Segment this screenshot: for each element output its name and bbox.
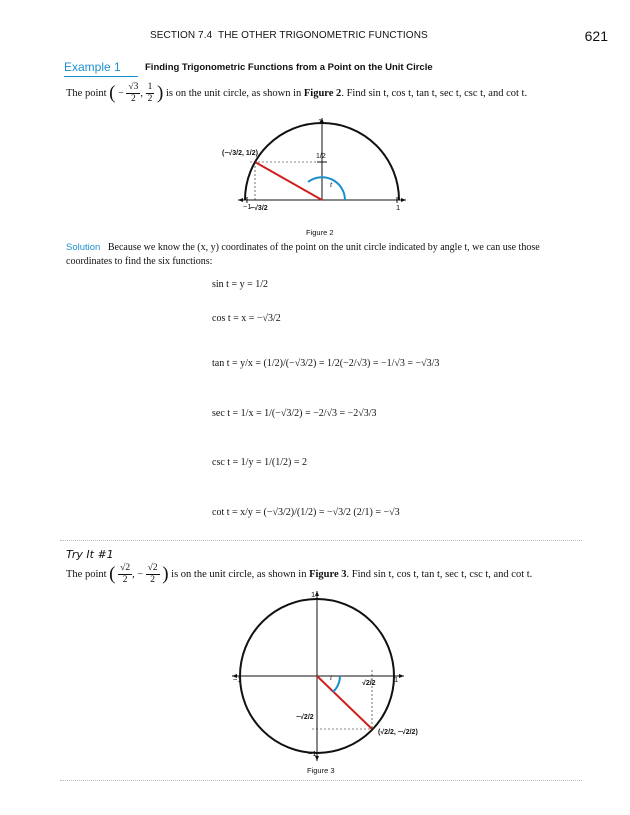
fig3-label-left: −1 — [233, 675, 242, 684]
divider-bottom — [60, 780, 582, 781]
fig3-label-top: 1 — [311, 590, 316, 599]
figure-3-diagram — [228, 590, 408, 762]
equation-csc: csc t = 1/y = 1/(1/2) = 2 — [212, 457, 307, 468]
fig2-label-x: −√3/2 — [250, 205, 268, 212]
figure-2-caption: Figure 2 — [306, 228, 334, 237]
fig2-label-t: t — [330, 180, 333, 189]
tryit-label: Try It #1 — [66, 548, 114, 561]
fig3-label-right: 1 — [394, 675, 399, 684]
fig3-label-point: (√2/2, −√2/2) — [378, 729, 418, 736]
section-title: THE OTHER TRIGONOMETRIC FUNCTIONS — [218, 30, 428, 41]
fig2-label-half: 1/2 — [316, 153, 326, 160]
figure-3-caption: Figure 3 — [307, 766, 335, 775]
example-statement: The point ( − $\frac{√3}{2}$ , $\frac{1}{2}$ ) is on the unit circle, as shown in Figure 2. Find sin t, cos t, tan t, sec t, csc t, and cot t. — [66, 82, 528, 104]
tryit-statement: The point ( $\frac{√2}{2}$ , − $\frac{√2}{2}$ ) is on the unit circle, as shown in Figure 3. Find sin t, cos t, tan t, sec t, csc t, and cot t. — [66, 563, 533, 585]
running-header — [150, 30, 428, 41]
figure-2-link[interactable]: Figure 2 — [303, 87, 342, 99]
equation-sin: sin t = y = 1/2 — [212, 279, 269, 290]
angle-arc — [333, 676, 340, 692]
fig3-label-x: √2/2 — [362, 680, 376, 687]
fig3-label-y: −√2/2 — [296, 714, 314, 721]
terminal-ray — [255, 162, 322, 200]
solution-label: Solution — [66, 242, 101, 253]
section-number: SECTION 7.4 — [150, 30, 213, 41]
fig2-label-right: 1 — [396, 203, 401, 212]
figure-3-link[interactable]: Figure 3 — [309, 568, 347, 580]
equation-sec: sec t = 1/x = 1/(−√3/2) = −2/√3 = −2√3/3 — [212, 408, 377, 419]
example-label: Example 1 — [64, 60, 138, 77]
angle-arc — [308, 177, 345, 200]
example-title: Finding Trigonometric Functions from a Point on the Unit Circle — [145, 62, 433, 73]
solution-text: Solution Because we know the (x, y) coordinates of the point on the unit circle indicated by angle t, we can use those coordinates to find the six functions: — [66, 242, 540, 267]
page-number: 621 — [584, 28, 608, 44]
fig2-label-point: (−√3/2, 1/2) — [222, 150, 258, 157]
divider — [60, 540, 582, 541]
equation-cos: cos t = x = −√3/2 — [212, 313, 281, 324]
fig2-label-left: −1 — [243, 202, 252, 211]
fig3-label-t: t — [330, 673, 333, 682]
equation-cot: cot t = x/y = (−√3/2)/(1/2) = −√3/2 (2/1) = −√3 — [212, 507, 400, 518]
equation-tan: tan t = y/x = (1/2)/(−√3/2) = 1/2(−2/√3) = −1/√3 = −√3/3 — [212, 358, 440, 369]
fig3-label-bottom: −1 — [308, 749, 317, 758]
equations — [212, 270, 492, 538]
fig2-label-top: 1 — [318, 117, 323, 126]
